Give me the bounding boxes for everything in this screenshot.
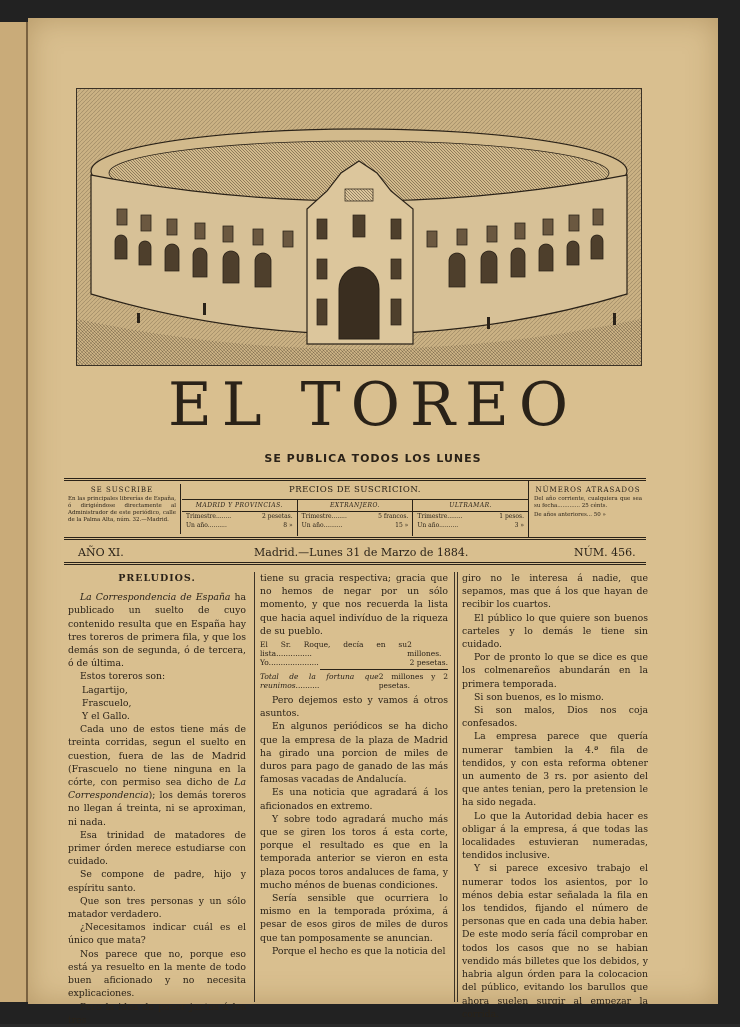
back-issues-title: NÚMEROS ATRASADOS — [535, 486, 641, 494]
paragraph: Nos parece que no, porque eso está ya resuelto en la mente de todo buen aficionado y no necesita explicaciones. — [68, 948, 246, 1000]
fortune-value: 2 pesetas. — [409, 658, 448, 668]
price-value: 3 » — [514, 522, 525, 529]
back-issues-text-2: De años anteriores... 50 » — [534, 512, 606, 518]
paragraph-text: ); los demás toreros no llegan á treinta, ni se aproximan, ni nada. — [68, 790, 246, 828]
fortune-label: El Sr. Roque, decía en su lista............... — [260, 640, 408, 659]
paragraph: Porque el hecho es que la noticia del — [272, 945, 446, 957]
price-col-ultramar — [413, 500, 528, 536]
prices-table — [182, 481, 529, 537]
paragraph: Estos toreros son: — [80, 671, 166, 683]
name-item: Frascuelo, — [82, 697, 132, 709]
dateline — [64, 542, 646, 565]
price-value: 5 francos. — [378, 513, 409, 520]
year-label: AÑO XI. — [78, 546, 124, 559]
paragraph: Y si parece excesivo trabajo el numerar todos los asientos, por lo ménos debia estar señalada la fila en los tendidos, fijando el número de personas que en cada una debia haber. De este modo sería fácil comprobar en todos los casos que no se habian vendido más billetes que los debidos, y habria algun órden para la colocacion del público, evitando los barullos que ahora suelen surgir al empezar la corrida. — [462, 863, 648, 1020]
price-value: 1 pesos. — [499, 513, 525, 520]
back-issues-text-1: Del año corriente, cualquiera que sea su fecha............. 25 cénts. — [534, 496, 642, 509]
paragraph — [68, 723, 246, 829]
tagline: SE PUBLICA TODOS LOS LUNES — [264, 452, 482, 465]
price-col-extranjero — [298, 500, 414, 536]
paragraph — [68, 591, 246, 670]
column-divider — [457, 572, 458, 1002]
article-column-3 — [462, 572, 648, 1021]
fortune-list — [260, 640, 448, 690]
price-value: 15 » — [395, 522, 409, 529]
newspaper-name: La Correspondencia de España — [80, 592, 231, 604]
fortune-label: Total de la fortuna que reunimos.......... — [260, 672, 379, 691]
price-label: Trimestre........ — [417, 513, 463, 520]
paragraph: La empresa parece que quería numerar tambien la 4.ª fila de tendidos, y con esta reforma obtener un aumento de 3 rs. por asiento del que antes tenian, pero la pretension le ha sido negada. — [462, 731, 648, 809]
article-column-1 — [68, 572, 246, 1027]
price-label: Un año.......... — [186, 522, 227, 529]
left-page-edge — [0, 22, 28, 1002]
subscription-box — [64, 478, 646, 540]
price-value: 8 » — [283, 522, 293, 529]
name-item: Lagartijo, — [82, 684, 128, 696]
price-label: Un año.......... — [417, 522, 459, 529]
paragraph: giro no le interesa á nadie, que sepamos, mas que á los que hayan de recibir los cuartos. — [462, 573, 648, 611]
article-column-2 — [260, 572, 448, 958]
issue-number: NÚM. 456. — [574, 546, 636, 559]
fortune-value: 2 millones y 2 pesetas. — [378, 672, 448, 691]
paragraph: Que son tres personas y un sólo matador verdadero. — [68, 895, 246, 921]
price-col-name: EXTRANJERO. — [298, 500, 413, 512]
paragraph: Se compone de padre, hijo y espíritu santo. — [68, 869, 246, 894]
paragraph: Si son malos, Dios nos coja confesados. — [462, 705, 648, 730]
paragraph-text: ha publicado un suelto de cuyo contenido resulta que en España hay tres toreros de primera fila, y que los demás son de segunda, ó de tercera, ó de última. — [68, 592, 246, 670]
paragraph: Por de pronto lo que se dice es que los colmenareños abundarán en la primera temporada. — [462, 652, 648, 690]
price-col-name: ULTRAMAR. — [413, 500, 528, 512]
paragraph: tiene su gracia respectiva; gracia que no hemos de negar por un sólo momento, y que nos recuerda la lista que hacia aquel indivíduo de la riqueza de su pueblo. — [260, 573, 448, 637]
paragraph: El público lo que quiere son buenos carteles y lo demás le tiene sin cuidado. — [462, 612, 648, 651]
paragraph: En algunos periódicos se ha dicho que la empresa de la plaza de Madrid ha girado una porcion de miles de duros para pago de ganado de las más famosas vacadas de Andalucía. — [260, 721, 448, 786]
price-col-name: MADRID Y PROVINCIAS. — [182, 500, 297, 512]
column-divider — [454, 572, 455, 1002]
column-divider — [254, 572, 255, 1002]
paragraph: Sería sensible que ocurriera lo mismo en la temporada próxima, á pesar de esos giros de miles de duros que tan pomposamente se anuncian. — [260, 893, 448, 944]
price-label: Trimestre........ — [186, 513, 232, 520]
price-label: Trimestre........ — [301, 513, 347, 520]
article-heading: PRELUDIOS. — [118, 573, 196, 584]
paragraph: Pero dejemos esto y vamos á otros asuntos. — [260, 695, 448, 720]
newspaper-name: La Correspondencia — [68, 777, 246, 802]
price-col-madrid — [182, 500, 298, 536]
back-issues-info — [530, 484, 646, 534]
name-item: Y el Gallo. — [82, 711, 130, 723]
bullring-illustration — [76, 88, 642, 366]
masthead-title: EL TOREO — [167, 370, 579, 440]
price-value: 2 pesetas. — [261, 513, 293, 520]
price-label: Un año.......... — [301, 522, 343, 529]
fortune-label: Yo..................... — [260, 658, 319, 668]
paragraph: Lo que la Autoridad debia hacer es obligar á la empresa, á que todas las localidades estuvieran numeradas, tendidos inclusive. — [462, 810, 648, 862]
subscribe-title: SE SUSCRIBE — [90, 486, 154, 494]
paragraph: Es una noticia que agradará á los aficionados en extremo. — [260, 787, 448, 812]
paragraph: ¿Necesitamos indicar cuál es el único que mata? — [68, 922, 246, 947]
prices-title: PRECIOS DE SUSCRICION. — [182, 481, 528, 500]
paragraph: Esa trinidad de matadores de primer órden merece estudiarse con cuidado. — [68, 829, 246, 868]
paragraph: Pero la idea de poner juntos á los tres — [68, 1001, 246, 1026]
newspaper-page — [28, 18, 718, 1026]
subscribe-info — [64, 484, 181, 534]
paragraph-text: Cada uno de estos tiene más de treinta corridas, segun el suelto en cuestion, fuera de las de Madrid (Frascuelo no tiene ninguna en la córte, con permiso sea dicho de — [68, 724, 246, 789]
paragraph: Y sobre todo agradará mucho más que se giren los toros á esta corte, porque el resultado es que en la temporada anterior se vieron en esta plaza pocos toros andaluces de fama, y mucho ménos de buenas condiciones. — [260, 813, 448, 891]
paragraph: Si son buenos, es lo mismo. — [474, 691, 604, 703]
fortune-value: 2 millones. — [407, 640, 442, 659]
date-label: Madrid.—Lunes 31 de Marzo de 1884. — [254, 546, 469, 559]
subscribe-text: En las principales librerías de España, ó dirigiéndose directamente al Administrador de este periódico, calle de la Palma Alta, núm. 32.—Madrid. — [68, 496, 176, 523]
